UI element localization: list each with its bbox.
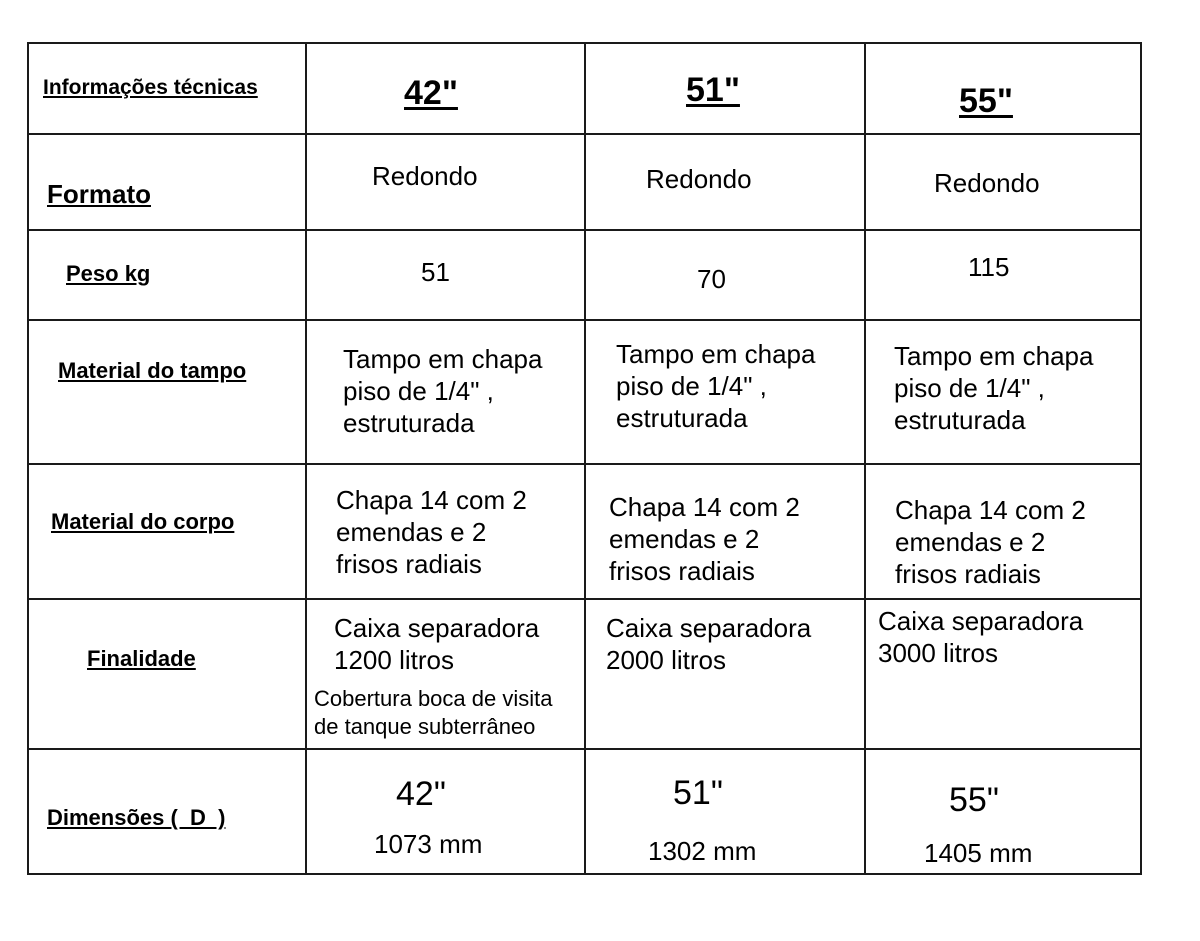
tampo-51-line-1: Tampo em chapa	[616, 339, 816, 369]
formato-51: Redondo	[646, 164, 752, 194]
finalidade-42-line-2: 1200 litros	[334, 645, 454, 675]
corpo-55	[895, 494, 1086, 590]
peso-label: Peso kg	[66, 261, 151, 286]
finalidade-42-extra	[314, 685, 552, 741]
tampo-42-line-1: Tampo em chapa	[343, 344, 543, 374]
header-label: Informações técnicas	[43, 76, 258, 99]
corpo-51-line-1: Chapa 14 com 2	[609, 492, 800, 522]
table-border-left	[27, 42, 29, 875]
spec-table	[27, 42, 1142, 875]
finalidade-42-extra-line-1: Cobertura boca de visita	[314, 686, 553, 711]
column-divider	[864, 42, 866, 875]
tampo-42-line-2: piso de 1/4" ,	[343, 376, 494, 406]
peso-55: 115	[968, 252, 1010, 282]
corpo-label: Material do corpo	[51, 509, 235, 534]
peso-42: 51	[421, 257, 450, 287]
finalidade-42	[334, 612, 539, 676]
finalidade-51	[606, 612, 811, 676]
peso-51: 70	[697, 264, 726, 294]
corpo-51-line-3: frisos radiais	[609, 556, 755, 586]
dimensoes-55-mm: 1405 mm	[924, 838, 1033, 868]
finalidade-55-line-1: Caixa separadora	[878, 606, 1084, 636]
corpo-55-line-2: emendas e 2	[895, 527, 1046, 557]
corpo-42-line-1: Chapa 14 com 2	[336, 485, 527, 515]
tampo-42-line-3: estruturada	[343, 408, 475, 438]
corpo-42-line-2: emendas e 2	[336, 517, 487, 547]
tampo-55-line-2: piso de 1/4" ,	[894, 373, 1045, 403]
finalidade-42-extra-line-2: de tanque subterrâneo	[314, 714, 536, 739]
tampo-51-line-3: estruturada	[616, 403, 748, 433]
corpo-55-line-1: Chapa 14 com 2	[895, 495, 1086, 525]
corpo-51	[609, 491, 800, 587]
finalidade-55	[878, 605, 1083, 669]
finalidade-42-line-1: Caixa separadora	[334, 613, 540, 643]
formato-label: Formato	[47, 179, 151, 209]
finalidade-label: Finalidade	[87, 646, 196, 671]
header-42: 42"	[404, 74, 458, 112]
finalidade-51-line-2: 2000 litros	[606, 645, 726, 675]
finalidade-55-line-2: 3000 litros	[878, 638, 998, 668]
formato-55: Redondo	[934, 168, 1040, 198]
finalidade-51-line-1: Caixa separadora	[606, 613, 812, 643]
table-border-right	[1140, 42, 1142, 875]
header-55: 55"	[959, 82, 1013, 120]
tampo-42	[343, 343, 542, 439]
tampo-55-line-3: estruturada	[894, 405, 1026, 435]
tampo-51	[616, 338, 815, 434]
corpo-42-line-3: frisos radiais	[336, 549, 482, 579]
tampo-label: Material do tampo	[58, 358, 247, 383]
dimensoes-label: Dimensões ( D )	[47, 805, 226, 830]
column-divider	[305, 42, 307, 875]
corpo-42	[336, 484, 527, 580]
column-divider	[584, 42, 586, 875]
dimensoes-51-mm: 1302 mm	[648, 836, 757, 866]
dimensoes-42-inches: 42"	[396, 775, 446, 813]
dimensoes-42-mm: 1073 mm	[374, 829, 483, 859]
formato-42: Redondo	[372, 161, 478, 191]
corpo-51-line-2: emendas e 2	[609, 524, 760, 554]
header-51: 51"	[686, 71, 740, 109]
tampo-51-line-2: piso de 1/4" ,	[616, 371, 767, 401]
tampo-55-line-1: Tampo em chapa	[894, 341, 1094, 371]
dimensoes-55-inches: 55"	[949, 781, 999, 819]
tampo-55	[894, 340, 1093, 436]
dimensoes-51-inches: 51"	[673, 774, 723, 812]
corpo-55-line-3: frisos radiais	[895, 559, 1041, 589]
